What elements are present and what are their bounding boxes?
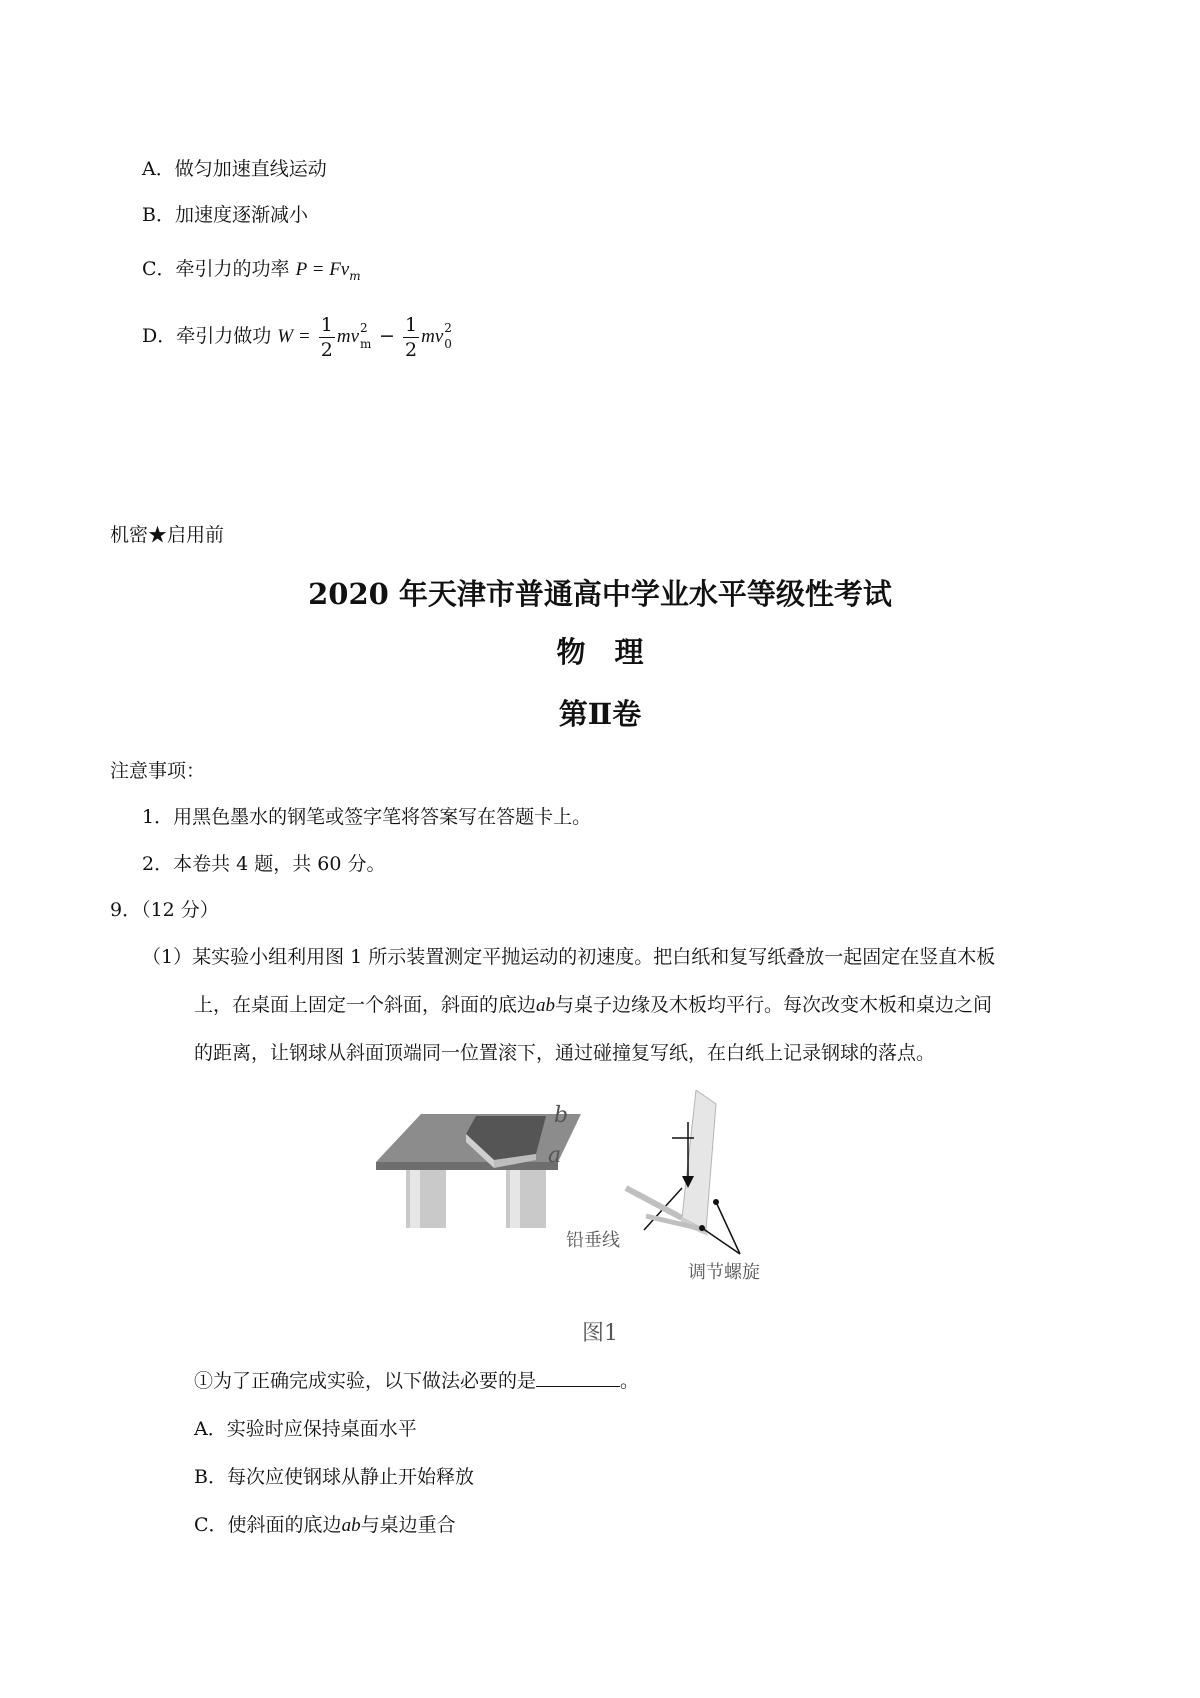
ab-label: ab [536, 995, 556, 1016]
q9-label: 9．（12 分） [110, 899, 219, 921]
q9-sub1-option-a [194, 1416, 417, 1442]
label-a: a [548, 1143, 562, 1168]
confidential-mark: 机密★启用前 [110, 524, 225, 546]
option-text: 做匀加速直线运动 [174, 158, 327, 180]
option-text: 使斜面的底边 [227, 1514, 342, 1536]
label-adjust-screw: 调节螺旋 [688, 1262, 760, 1283]
q9-part1-line3: 的距离，让钢球从斜面顶端同一位置滚下，通过碰撞复写纸，在白纸上记录钢球的落点。 [194, 1042, 936, 1064]
stand-leg [626, 1188, 682, 1218]
option-text: 牵引力的功率 [175, 258, 290, 280]
q9-part1-line1: （1）某实验小组利用图 1 所示装置测定平抛运动的初速度。把白纸和复写纸叠放一起固定在竖直木板 [142, 946, 996, 968]
q8-option-c [142, 256, 361, 289]
supsub-0: 2 0 [444, 321, 452, 351]
notice-item: 2．本卷共 4 题，共 60 分。 [142, 853, 386, 875]
notice-item: 1．用黑色墨水的钢笔或签字笔将答案写在答题卡上。 [142, 806, 592, 828]
option-letter: A． [142, 158, 175, 180]
option-letter: C． [194, 1514, 228, 1536]
q8-option-d [142, 310, 457, 363]
q9-sub1-option-b [194, 1464, 474, 1490]
option-letter: B． [142, 204, 175, 226]
option-letter: A． [194, 1418, 227, 1440]
q9-part1-line2: 上，在桌面上固定一个斜面，斜面的底边ab与桌子边缘及木板均平行。每次改变木板和桌边之间 [194, 994, 993, 1016]
q9-sub1-option-c: C．使斜面的底边ab与桌边重合 [194, 1514, 456, 1536]
label-plumb-line: 铅垂线 [566, 1230, 620, 1251]
power-formula: P = Fv [295, 259, 350, 280]
vertical-board [682, 1090, 716, 1230]
table-leg-highlight [510, 1170, 520, 1228]
answer-blank [536, 1368, 620, 1387]
subject-title: 物 理 [556, 635, 644, 669]
option-text: 实验时应保持桌面水平 [226, 1418, 417, 1440]
option-text: 牵引力做功 [176, 325, 272, 347]
experiment-figure [376, 1090, 846, 1316]
work-lhs: W = [277, 326, 311, 347]
fraction-half: $\frac{1}{2}$ [320, 313, 333, 361]
table-leg-highlight [410, 1170, 420, 1228]
option-text: 加速度逐渐减小 [174, 204, 308, 226]
figure-caption: 图1 [582, 1321, 618, 1346]
fraction-half-2: $\frac{1}{2}$ [405, 313, 418, 361]
term-mv-0: mv [421, 326, 444, 347]
term-mv-m: mv [336, 326, 359, 347]
option-letter: D． [142, 325, 177, 347]
supsub-m: 2 m [360, 321, 372, 351]
table-edge [376, 1162, 558, 1170]
option-text: 每次应使钢球从静止开始释放 [226, 1466, 474, 1488]
option-letter: B． [194, 1466, 227, 1488]
notice-heading: 注意事项： [110, 760, 206, 782]
q8-option-a [142, 156, 327, 182]
ab-label: ab [341, 1515, 361, 1536]
minus-sign: − [379, 325, 395, 347]
formula-subscript: m [349, 269, 361, 283]
q8-option-b [142, 202, 308, 228]
label-b: b [554, 1103, 569, 1128]
exam-title: 2020 年天津市普通高中学业水平等级性考试 [308, 577, 892, 611]
volume-title: 第Ⅱ卷 [558, 697, 642, 731]
option-letter: C． [142, 258, 176, 280]
q9-sub1-prompt: ①为了正确完成实验，以下做法必要的是 。 [194, 1370, 640, 1392]
